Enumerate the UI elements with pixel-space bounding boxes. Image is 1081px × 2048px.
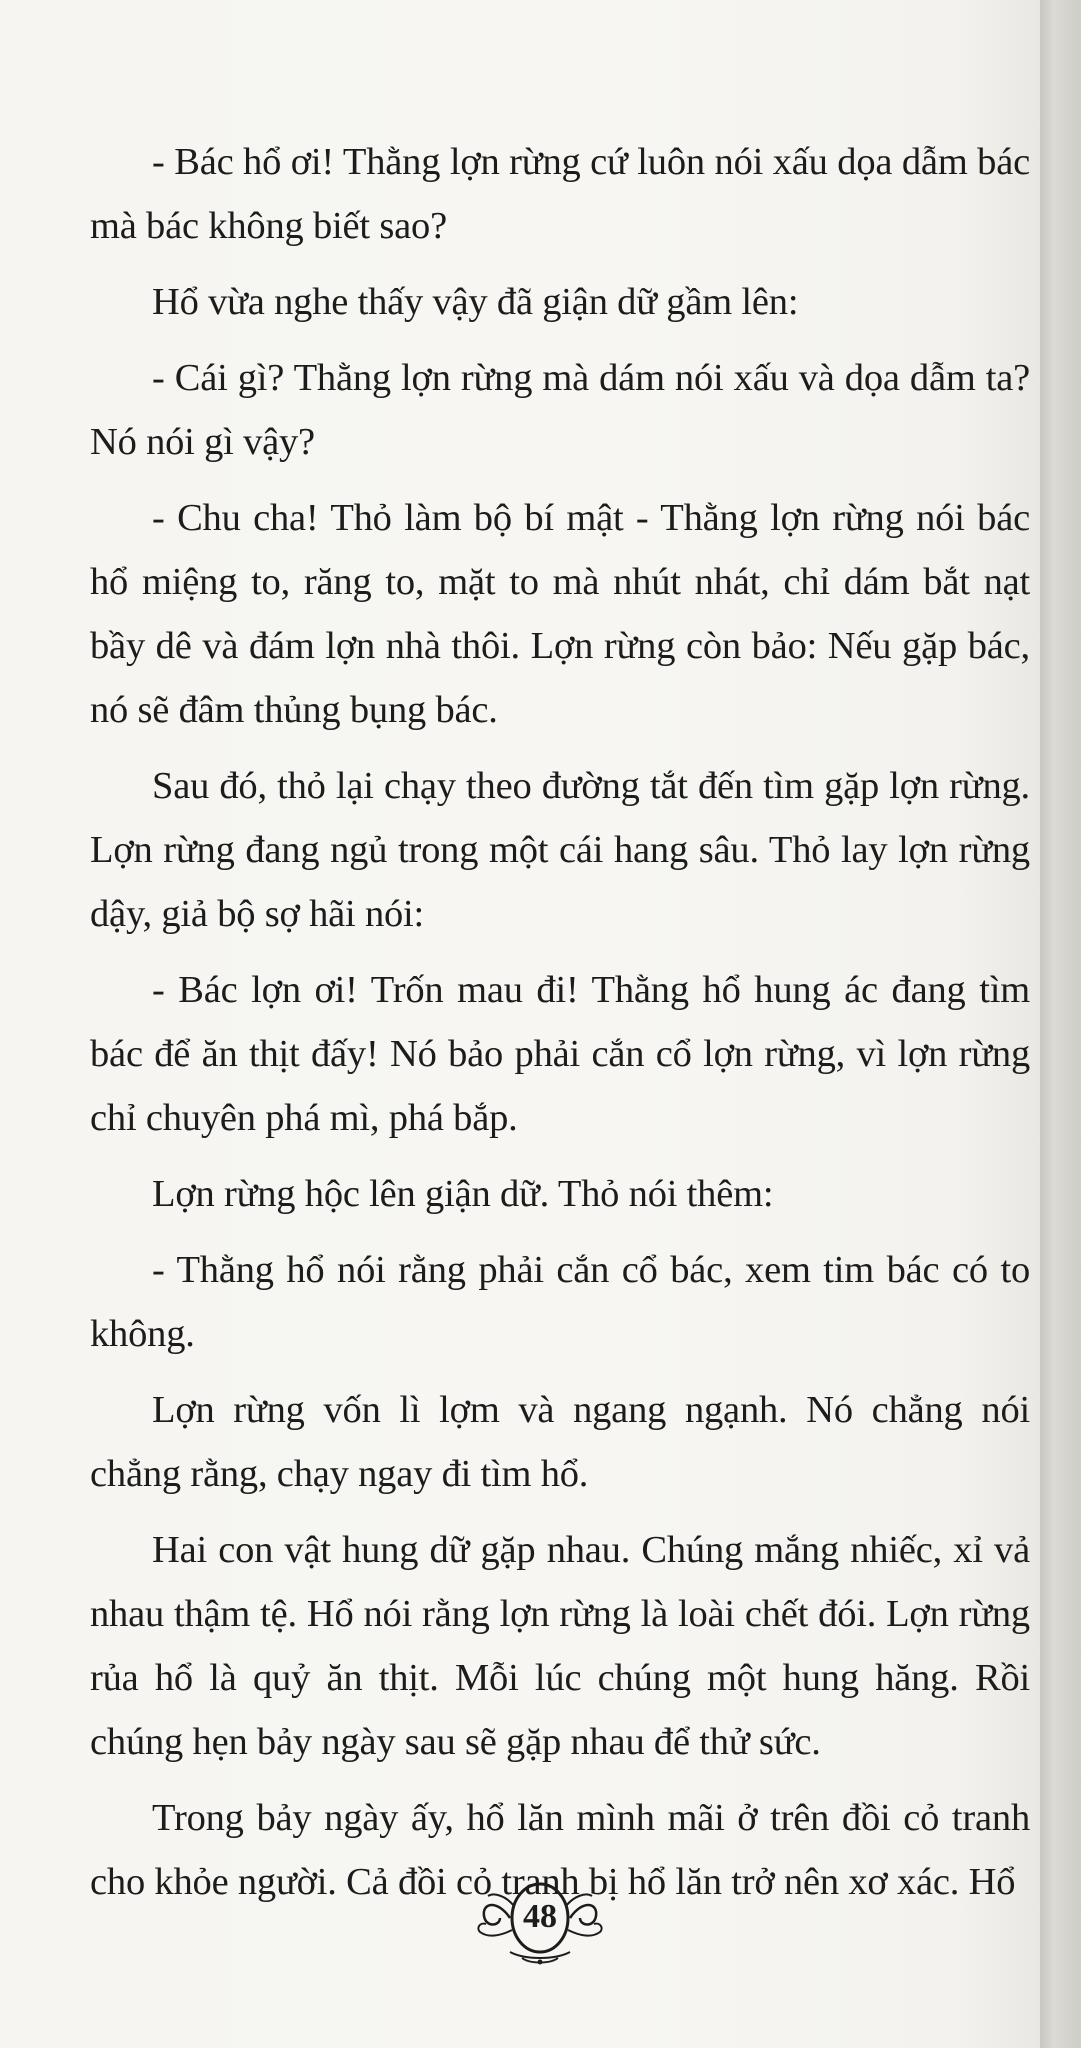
- page-number-ornament: [470, 1878, 610, 1968]
- page-number: 48: [523, 1898, 557, 1935]
- page-edge: [1040, 0, 1081, 2048]
- paragraph-8: - Thằng hổ nói rằng phải cắn cổ bác, xem tim bác có to không.: [90, 1249, 1030, 1355]
- page-text: [90, 130, 1030, 1926]
- paragraph-6: - Bác lợn ơi! Trốn mau đi! Thằng hổ hung ác đang tìm bác để ăn thịt đấy! Nó bảo phải cắn cổ lợn rừng, vì lợn rừng chỉ chuyên phá mì, phá bắp.: [90, 969, 1030, 1139]
- paragraph-3: - Cái gì? Thằng lợn rừng mà dám nói xấu và dọa dẫm ta? Nó nói gì vậy?: [90, 357, 1030, 463]
- paragraph-7: Lợn rừng hộc lên giận dữ. Thỏ nói thêm:: [152, 1173, 774, 1215]
- paragraph-10: Hai con vật hung dữ gặp nhau. Chúng mắng nhiếc, xỉ vả nhau thậm tệ. Hổ nói rằng lợn rừng là loài chết đói. Lợn rừng rủa hổ là quỷ ăn thịt. Mỗi lúc chúng một hung hăng. Rồi chúng hẹn bảy ngày sau sẽ gặp nhau để thử sức.: [90, 1529, 1030, 1763]
- paragraph-9: Lợn rừng vốn lì lợm và ngang ngạnh. Nó chẳng nói chẳng rằng, chạy ngay đi tìm hổ.: [90, 1389, 1030, 1495]
- paragraph-2: Hổ vừa nghe thấy vậy đã giận dữ gầm lên:: [152, 281, 799, 323]
- paragraph-4: - Chu cha! Thỏ làm bộ bí mật - Thằng lợn rừng nói bác hổ miệng to, răng to, mặt to mà nhút nhát, chỉ dám bắt nạt bầy dê và đám lợn nhà thôi. Lợn rừng còn bảo: Nếu gặp bác, nó sẽ đâm thủng bụng bác.: [90, 497, 1030, 731]
- paragraph-11: Trong bảy ngày ấy, hổ lăn mình mãi ở trên đồi cỏ tranh cho khỏe người. Cả đồi cỏ tranh bị hổ lăn trở nên xơ xác. Hổ: [90, 1797, 1030, 1903]
- paragraph-5: Sau đó, thỏ lại chạy theo đường tắt đến tìm gặp lợn rừng. Lợn rừng đang ngủ trong một cái hang sâu. Thỏ lay lợn rừng dậy, giả bộ sợ hãi nói:: [90, 765, 1030, 935]
- paragraph-1: - Bác hổ ơi! Thằng lợn rừng cứ luôn nói xấu dọa dẫm bác mà bác không biết sao?: [90, 141, 1030, 247]
